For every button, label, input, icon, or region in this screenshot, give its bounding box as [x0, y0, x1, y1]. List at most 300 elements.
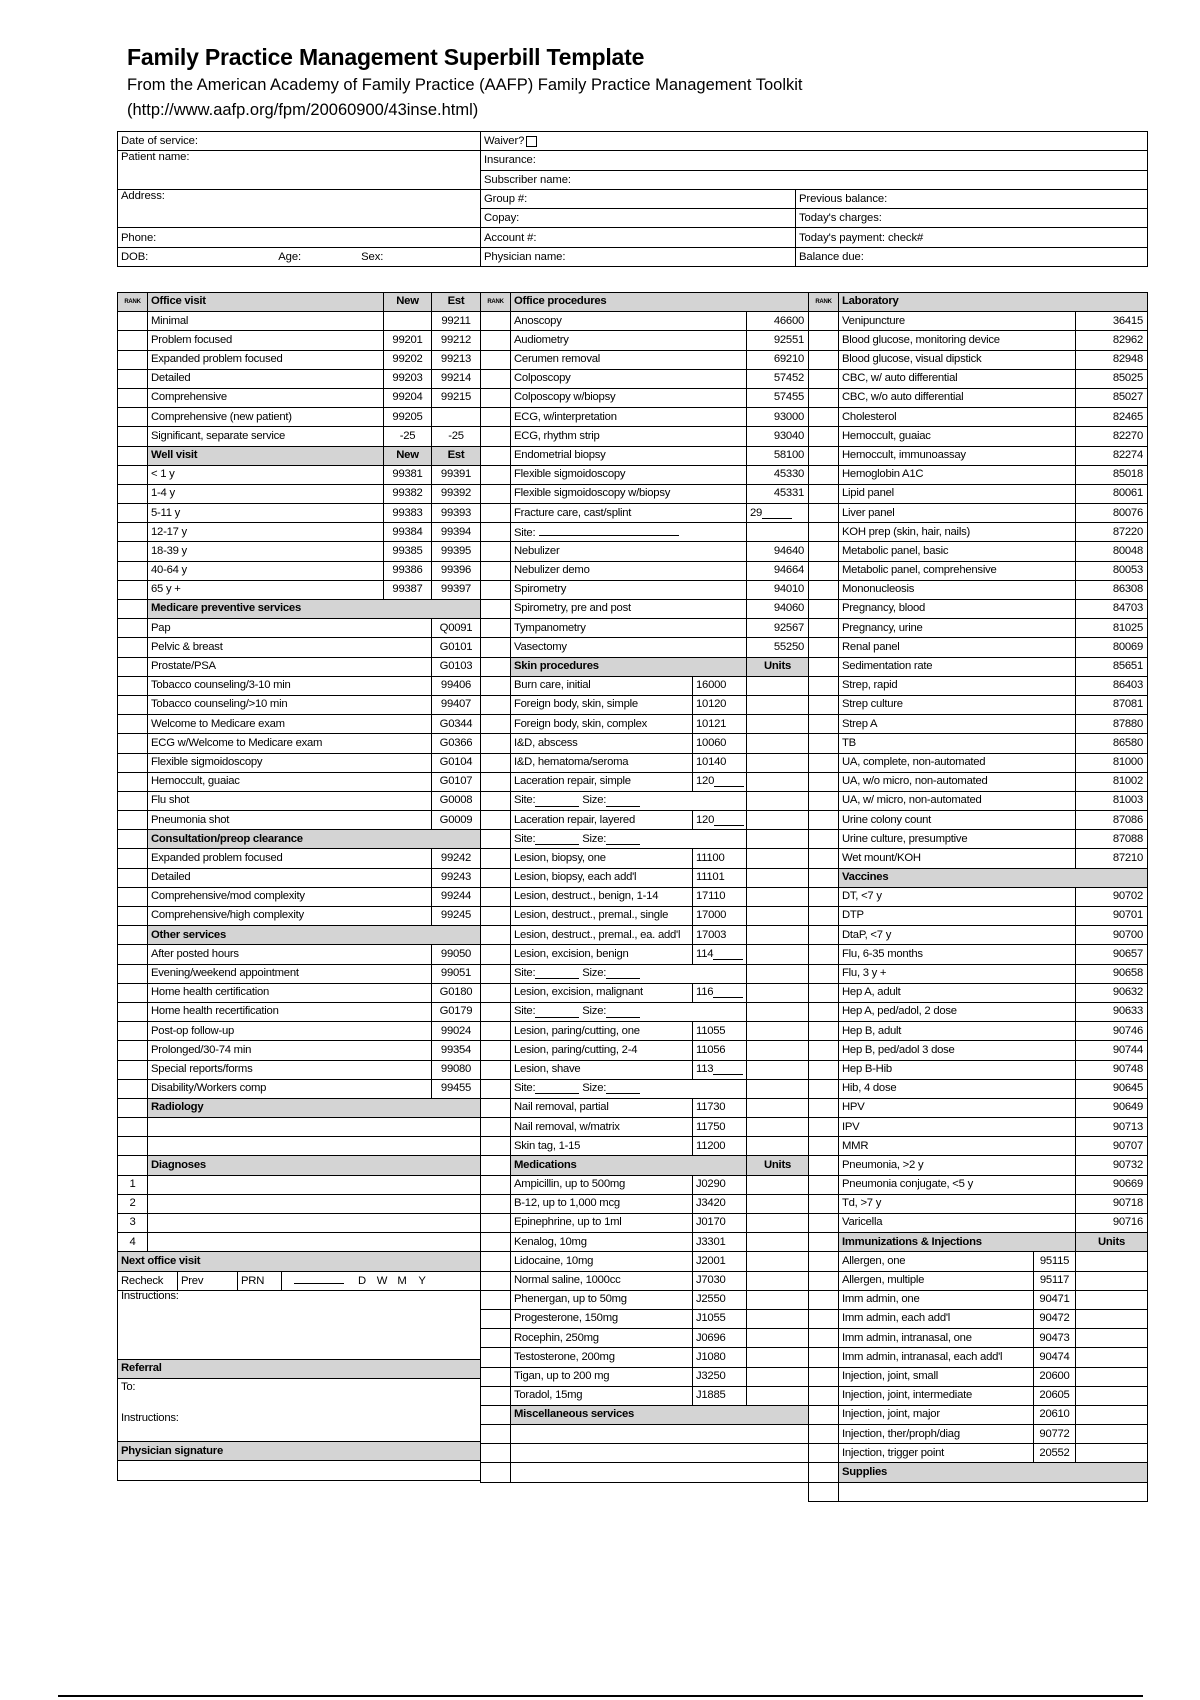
rank-cell[interactable] [481, 312, 511, 331]
period-m[interactable]: M [397, 1274, 407, 1287]
code[interactable] [747, 465, 809, 484]
rank-cell[interactable] [481, 1041, 511, 1060]
rank-cell[interactable] [809, 830, 839, 849]
units-cell[interactable] [1076, 1444, 1148, 1463]
site-size-entry[interactable] [511, 830, 747, 849]
code[interactable] [747, 484, 809, 503]
rank-cell[interactable] [809, 1367, 839, 1386]
rank-cell[interactable] [118, 1022, 148, 1041]
code[interactable] [693, 1386, 747, 1405]
rank-cell[interactable] [481, 830, 511, 849]
code-new[interactable]: 99386 [384, 561, 432, 580]
address-field[interactable]: Address: [118, 189, 481, 228]
units-cell[interactable] [747, 1348, 809, 1367]
rank-cell[interactable] [481, 1290, 511, 1309]
rank-cell[interactable] [118, 945, 148, 964]
code-est[interactable]: 99395 [432, 542, 481, 561]
units-cell[interactable] [747, 1329, 809, 1348]
rank-cell[interactable] [809, 1175, 839, 1194]
rank-cell[interactable] [481, 1214, 511, 1233]
code[interactable]: G0103 [432, 657, 481, 676]
units-cell[interactable] [747, 772, 809, 791]
code-est[interactable]: 99215 [432, 388, 481, 407]
rank-cell[interactable] [481, 715, 511, 734]
rank-cell[interactable] [809, 331, 839, 350]
code[interactable]: G0008 [432, 791, 481, 810]
code[interactable]: 90702 [1076, 887, 1148, 906]
code[interactable]: 90658 [1076, 964, 1148, 983]
code[interactable]: 85018 [1076, 465, 1148, 484]
code[interactable] [693, 1022, 747, 1041]
code[interactable] [693, 1175, 747, 1194]
rank-cell[interactable] [809, 1022, 839, 1041]
rank-cell[interactable] [118, 408, 148, 427]
code[interactable] [693, 1271, 747, 1290]
rank-cell[interactable] [481, 1252, 511, 1271]
rank-cell[interactable] [481, 926, 511, 945]
misc-entry[interactable] [511, 1444, 809, 1463]
rank-cell[interactable] [481, 542, 511, 561]
code[interactable]: 85025 [1076, 369, 1148, 388]
rank-cell[interactable] [481, 369, 511, 388]
rank-cell[interactable] [481, 907, 511, 926]
code-est[interactable]: 99394 [432, 523, 481, 542]
rank-cell[interactable] [481, 1444, 511, 1463]
rank-cell[interactable] [118, 830, 148, 849]
rank-cell[interactable] [809, 408, 839, 427]
code[interactable]: 90732 [1076, 1156, 1148, 1175]
units-cell[interactable] [747, 753, 809, 772]
code-new[interactable]: 99201 [384, 331, 432, 350]
rank-cell[interactable] [481, 983, 511, 1002]
code[interactable]: 90669 [1076, 1175, 1148, 1194]
waiver-checkbox[interactable] [526, 136, 537, 147]
rank-cell[interactable] [481, 1137, 511, 1156]
rank-cell[interactable] [118, 580, 148, 599]
code[interactable] [693, 1367, 747, 1386]
rank-cell[interactable] [809, 1290, 839, 1309]
rank-cell[interactable] [118, 868, 148, 887]
prev-option[interactable]: Prev [178, 1272, 238, 1290]
rank-cell[interactable] [481, 619, 511, 638]
code[interactable] [747, 408, 809, 427]
code[interactable]: 20552 [1034, 1444, 1076, 1463]
code[interactable]: 82962 [1076, 331, 1148, 350]
code[interactable]: 90645 [1076, 1079, 1148, 1098]
rank-cell[interactable] [118, 427, 148, 446]
units-cell[interactable] [1076, 1271, 1148, 1290]
site-entry[interactable] [511, 523, 747, 542]
dob-age-sex-field[interactable]: DOB: Age: Sex: [118, 247, 481, 266]
rank-cell[interactable] [809, 753, 839, 772]
rank-cell[interactable] [481, 1022, 511, 1041]
code[interactable] [693, 811, 747, 830]
rank-cell[interactable] [118, 657, 148, 676]
recheck-option[interactable]: Recheck [118, 1272, 178, 1290]
code[interactable]: 82270 [1076, 427, 1148, 446]
code[interactable] [747, 427, 809, 446]
code[interactable] [693, 1348, 747, 1367]
site-size-entry[interactable] [511, 1002, 747, 1021]
units-cell[interactable] [747, 1233, 809, 1252]
code[interactable]: 99354 [432, 1041, 481, 1060]
rank-cell[interactable] [481, 1060, 511, 1079]
code[interactable] [747, 350, 809, 369]
rank-cell[interactable] [809, 1271, 839, 1290]
rank-cell[interactable] [118, 676, 148, 695]
units-cell[interactable] [747, 1194, 809, 1213]
code[interactable]: 36415 [1076, 312, 1148, 331]
code[interactable]: 90700 [1076, 926, 1148, 945]
rank-cell[interactable] [118, 619, 148, 638]
rank-cell[interactable] [809, 676, 839, 695]
units-cell[interactable] [1076, 1386, 1148, 1405]
rank-cell[interactable] [809, 1444, 839, 1463]
rank-cell[interactable] [481, 945, 511, 964]
supplies-entry[interactable] [839, 1482, 1148, 1501]
code[interactable]: 90633 [1076, 1002, 1148, 1021]
code[interactable]: G0009 [432, 811, 481, 830]
rank-cell[interactable] [481, 350, 511, 369]
code[interactable]: 90473 [1034, 1329, 1076, 1348]
rank-cell[interactable] [481, 657, 511, 676]
rank-cell[interactable] [809, 619, 839, 638]
rank-cell[interactable] [809, 1463, 839, 1482]
units-cell[interactable] [747, 849, 809, 868]
code[interactable]: 90772 [1034, 1425, 1076, 1444]
code-est[interactable]: 99212 [432, 331, 481, 350]
rank-cell[interactable] [118, 811, 148, 830]
code[interactable]: 86403 [1076, 676, 1148, 695]
code-est[interactable]: 99396 [432, 561, 481, 580]
units-cell[interactable] [747, 1041, 809, 1060]
site-size-entry[interactable] [511, 1079, 747, 1098]
period-d[interactable]: D [358, 1274, 366, 1287]
todays-payment-field[interactable]: Today's payment: check# [796, 228, 1148, 247]
rank-cell[interactable] [481, 1002, 511, 1021]
rank-cell[interactable] [118, 600, 148, 619]
rank-cell[interactable] [118, 561, 148, 580]
rank-cell[interactable] [481, 1233, 511, 1252]
rank-cell[interactable] [809, 350, 839, 369]
rank-cell[interactable] [481, 446, 511, 465]
code[interactable]: 99242 [432, 849, 481, 868]
code-est[interactable]: 99393 [432, 504, 481, 523]
code[interactable]: 20605 [1034, 1386, 1076, 1405]
rank-cell[interactable] [809, 695, 839, 714]
rank-cell[interactable] [809, 811, 839, 830]
rank-cell[interactable] [481, 1118, 511, 1137]
rank-cell[interactable] [809, 1405, 839, 1424]
code[interactable]: 99245 [432, 907, 481, 926]
balance-due-field[interactable]: Balance due: [796, 247, 1148, 266]
rank-cell[interactable] [481, 695, 511, 714]
units-cell[interactable] [747, 1271, 809, 1290]
rank-cell[interactable] [118, 715, 148, 734]
code[interactable]: 90471 [1034, 1290, 1076, 1309]
insurance-field[interactable]: Insurance: [481, 151, 1148, 170]
rank-cell[interactable] [809, 1041, 839, 1060]
units-cell[interactable] [747, 1022, 809, 1041]
code[interactable] [693, 695, 747, 714]
units-cell[interactable] [747, 1002, 809, 1021]
rank-cell[interactable] [809, 849, 839, 868]
site-size-entry[interactable] [511, 964, 747, 983]
units-cell[interactable] [1076, 1290, 1148, 1309]
rank-cell[interactable] [118, 791, 148, 810]
code[interactable]: 81025 [1076, 619, 1148, 638]
units-cell[interactable] [747, 695, 809, 714]
code[interactable]: 90472 [1034, 1309, 1076, 1328]
rank-cell[interactable] [481, 561, 511, 580]
rank-cell[interactable] [118, 484, 148, 503]
phone-field[interactable]: Phone: [118, 228, 481, 247]
rank-cell[interactable] [481, 331, 511, 350]
rank-cell[interactable] [481, 868, 511, 887]
code[interactable] [693, 715, 747, 734]
code-est[interactable]: 99213 [432, 350, 481, 369]
units-cell[interactable] [747, 1290, 809, 1309]
rank-cell[interactable] [481, 772, 511, 791]
code[interactable]: 82465 [1076, 408, 1148, 427]
units-cell[interactable] [747, 734, 809, 753]
code[interactable]: 87220 [1076, 523, 1148, 542]
code[interactable] [693, 1252, 747, 1271]
rank-cell[interactable] [118, 1002, 148, 1021]
code[interactable] [693, 887, 747, 906]
rank-cell[interactable] [809, 427, 839, 446]
code-new[interactable]: 99202 [384, 350, 432, 369]
rank-cell[interactable] [118, 638, 148, 657]
prn-option[interactable]: PRN [238, 1272, 282, 1290]
code[interactable]: G0107 [432, 772, 481, 791]
code[interactable] [747, 388, 809, 407]
misc-entry[interactable] [511, 1425, 809, 1444]
rank-cell[interactable] [809, 1194, 839, 1213]
code-new[interactable]: 99381 [384, 465, 432, 484]
rank-cell[interactable] [118, 369, 148, 388]
units-cell[interactable] [747, 791, 809, 810]
rank-cell[interactable] [809, 638, 839, 657]
code[interactable]: G0104 [432, 753, 481, 772]
rank-cell[interactable] [809, 312, 839, 331]
code[interactable]: 99050 [432, 945, 481, 964]
units-cell[interactable] [1076, 1348, 1148, 1367]
code[interactable]: 95117 [1034, 1271, 1076, 1290]
units-cell[interactable] [747, 887, 809, 906]
code[interactable] [693, 1194, 747, 1213]
code[interactable]: 90716 [1076, 1214, 1148, 1233]
rank-cell[interactable] [118, 312, 148, 331]
code[interactable] [693, 1098, 747, 1117]
code[interactable]: 87880 [1076, 715, 1148, 734]
rank-cell[interactable] [481, 1405, 511, 1424]
code-est[interactable]: 99391 [432, 465, 481, 484]
units-cell[interactable] [1076, 1425, 1148, 1444]
code[interactable]: 90707 [1076, 1137, 1148, 1156]
rank-cell[interactable] [481, 1271, 511, 1290]
units-cell[interactable] [747, 1214, 809, 1233]
code[interactable] [747, 369, 809, 388]
code-new[interactable]: 99385 [384, 542, 432, 561]
units-cell[interactable] [1076, 1329, 1148, 1348]
todays-charges-field[interactable]: Today's charges: [796, 209, 1148, 228]
next-visit-options[interactable] [118, 1271, 481, 1290]
code[interactable]: 90657 [1076, 945, 1148, 964]
rank-cell[interactable] [481, 1175, 511, 1194]
rank-cell[interactable] [809, 791, 839, 810]
code[interactable] [693, 1329, 747, 1348]
code[interactable]: G0180 [432, 983, 481, 1002]
code[interactable]: 90474 [1034, 1348, 1076, 1367]
rank-cell[interactable] [809, 388, 839, 407]
rank-cell[interactable] [118, 446, 148, 465]
code-new[interactable]: 99205 [384, 408, 432, 427]
rank-cell[interactable] [809, 1118, 839, 1137]
units-cell[interactable] [747, 1386, 809, 1405]
rank-cell[interactable] [118, 331, 148, 350]
rank-cell[interactable] [809, 772, 839, 791]
date-of-service-field[interactable]: Date of service: [118, 132, 481, 151]
rank-cell[interactable] [481, 580, 511, 599]
rank-cell[interactable] [481, 600, 511, 619]
units-cell[interactable] [747, 983, 809, 1002]
rank-cell[interactable] [481, 1079, 511, 1098]
code[interactable] [747, 561, 809, 580]
rank-cell[interactable] [481, 465, 511, 484]
rank-cell[interactable] [481, 1386, 511, 1405]
rank-cell[interactable] [118, 1137, 148, 1156]
code[interactable]: 81002 [1076, 772, 1148, 791]
code-est[interactable]: -25 [432, 427, 481, 446]
code[interactable]: 80076 [1076, 504, 1148, 523]
units-cell[interactable] [747, 1252, 809, 1271]
units-cell[interactable] [747, 945, 809, 964]
code[interactable] [747, 312, 809, 331]
rank-cell[interactable] [809, 1060, 839, 1079]
rank-cell[interactable] [481, 1348, 511, 1367]
code[interactable]: 87088 [1076, 830, 1148, 849]
rank-cell[interactable] [481, 1425, 511, 1444]
code[interactable]: 82274 [1076, 446, 1148, 465]
rank-cell[interactable] [118, 887, 148, 906]
code[interactable]: 80048 [1076, 542, 1148, 561]
code-new[interactable] [384, 312, 432, 331]
rank-cell[interactable] [809, 715, 839, 734]
code[interactable] [747, 600, 809, 619]
code[interactable] [693, 1309, 747, 1328]
radiology-entry[interactable] [148, 1118, 481, 1137]
units-cell[interactable] [747, 868, 809, 887]
code[interactable]: 80069 [1076, 638, 1148, 657]
rank-cell[interactable] [118, 1118, 148, 1137]
code[interactable]: G0344 [432, 715, 481, 734]
units-cell[interactable] [747, 715, 809, 734]
diagnosis-entry[interactable] [148, 1194, 481, 1213]
code[interactable] [693, 1214, 747, 1233]
rank-cell[interactable] [809, 1098, 839, 1117]
code-est[interactable]: 99211 [432, 312, 481, 331]
code[interactable]: 86308 [1076, 580, 1148, 599]
rank-cell[interactable] [481, 1463, 511, 1482]
code[interactable]: G0101 [432, 638, 481, 657]
rank-cell[interactable] [118, 465, 148, 484]
rank-cell[interactable] [481, 638, 511, 657]
code[interactable]: 86580 [1076, 734, 1148, 753]
code[interactable]: 81003 [1076, 791, 1148, 810]
rank-cell[interactable] [809, 465, 839, 484]
units-cell[interactable] [747, 1137, 809, 1156]
code[interactable] [693, 849, 747, 868]
code[interactable]: 99407 [432, 695, 481, 714]
code[interactable]: 95115 [1034, 1252, 1076, 1271]
rank-cell[interactable] [481, 1367, 511, 1386]
code-new[interactable]: 99384 [384, 523, 432, 542]
diagnosis-entry[interactable] [148, 1175, 481, 1194]
code[interactable] [693, 1118, 747, 1137]
rank-cell[interactable] [809, 1137, 839, 1156]
code[interactable] [747, 446, 809, 465]
units-cell[interactable] [1076, 1309, 1148, 1328]
period-y[interactable]: Y [418, 1274, 426, 1287]
code[interactable]: 90718 [1076, 1194, 1148, 1213]
code-new[interactable]: 99387 [384, 580, 432, 599]
rank-cell[interactable] [809, 983, 839, 1002]
code[interactable] [747, 542, 809, 561]
rank-cell[interactable] [118, 926, 148, 945]
rank-cell[interactable] [481, 887, 511, 906]
units-cell[interactable] [747, 676, 809, 695]
code[interactable]: 90713 [1076, 1118, 1148, 1137]
code-est[interactable] [432, 408, 481, 427]
rank-cell[interactable] [809, 1348, 839, 1367]
rank-cell[interactable] [809, 1079, 839, 1098]
code[interactable]: 87210 [1076, 849, 1148, 868]
code-est[interactable]: 99397 [432, 580, 481, 599]
rank-cell[interactable] [118, 983, 148, 1002]
waiver-field[interactable]: Waiver? [481, 132, 1148, 151]
units-cell[interactable] [1076, 1405, 1148, 1424]
physician-name-field[interactable]: Physician name: [481, 247, 796, 266]
rank-cell[interactable] [481, 1309, 511, 1328]
code-new[interactable]: -25 [384, 427, 432, 446]
rank-cell[interactable] [809, 369, 839, 388]
rank-cell[interactable] [481, 504, 511, 523]
code[interactable] [693, 1290, 747, 1309]
diagnosis-entry[interactable] [148, 1233, 481, 1252]
code[interactable]: 99243 [432, 868, 481, 887]
patient-name-field[interactable]: Patient name: [118, 151, 481, 190]
rank-cell[interactable] [118, 388, 148, 407]
rank-cell[interactable] [809, 600, 839, 619]
rank-cell[interactable] [809, 484, 839, 503]
rank-cell[interactable] [118, 523, 148, 542]
code[interactable] [693, 926, 747, 945]
rank-cell[interactable] [809, 1233, 839, 1252]
rank-cell[interactable] [118, 772, 148, 791]
rank-cell[interactable] [809, 542, 839, 561]
rank-cell[interactable] [809, 1002, 839, 1021]
rank-cell[interactable] [809, 964, 839, 983]
units-cell[interactable] [747, 1367, 809, 1386]
rank-cell[interactable] [481, 484, 511, 503]
rank-cell[interactable] [809, 1482, 839, 1501]
referral-instructions[interactable] [118, 1397, 481, 1442]
rank-cell[interactable] [809, 907, 839, 926]
code[interactable]: 90649 [1076, 1098, 1148, 1117]
site-size-entry[interactable] [511, 791, 747, 810]
code[interactable]: 87081 [1076, 695, 1148, 714]
